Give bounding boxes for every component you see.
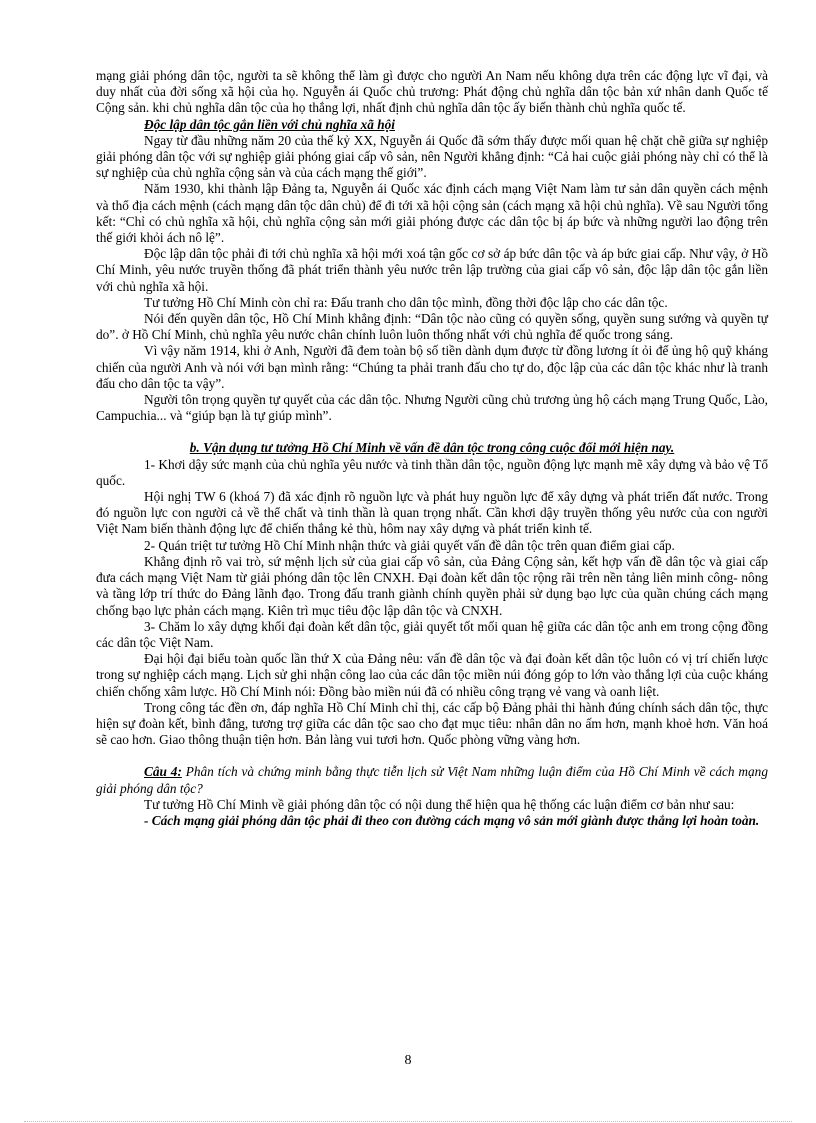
- paragraph: Hội nghị TW 6 (khoá 7) đã xác định rõ nguồn lực và phát huy nguồn lực để xây dựng và phát triển đất nước. Trong đó nguồn lực con người cả về thể chất và tinh thần là quan trọng nhất. Cần khơi dậy truyền thống yêu nước của con người Việt Nam biến thành động lực để chiến thắng kẻ thù, hôm nay xây dựng và phát triển kinh tế.: [96, 489, 768, 537]
- question-4: [96, 764, 768, 796]
- paragraph: Nói đến quyền dân tộc, Hồ Chí Minh khẳng định: “Dân tộc nào cũng có quyền sống, quyền sung sướng và quyền tự do”. ở Hồ Chí Minh, chủ nghĩa yêu nước chân chính luôn luôn thống nhất với chủ nghĩa đế quốc trong sáng.: [96, 311, 768, 343]
- paragraph: Tư tưởng Hồ Chí Minh còn chỉ ra: Đấu tranh cho dân tộc mình, đồng thời độc lập cho các dân tộc.: [144, 294, 668, 310]
- question-4-text: Phân tích và chứng minh bằng thực tiễn lịch sử Việt Nam những luận điểm của Hồ Chí Minh về cách mạng giải phóng dân tộc?: [96, 764, 768, 796]
- page-number: 8: [404, 1053, 412, 1068]
- document-body: [96, 68, 768, 829]
- question-4-label: Câu 4:: [144, 764, 182, 780]
- paragraph: 3- Chăm lo xây dựng khối đại đoàn kết dân tộc, giải quyết tốt mối quan hệ giữa các dân tộc anh em trong cộng đồng các dân tộc Việt Nam.: [96, 618, 768, 650]
- page-bottom-divider: [24, 1121, 792, 1122]
- paragraph-intro: mạng giải phóng dân tộc, người ta sẽ không thể làm gì được cho người An Nam nếu không dựa trên các động lực vĩ đại, và duy nhất của đời sống xã hội của họ. Nguyễn ái Quốc chủ trương: Phát động chủ nghĩa dân tộc bản xứ nhân danh Quốc tế Cộng sản. khi chủ nghĩa dân tộc của họ thắng lợi, nhất định chủ nghĩa dân tộc ấy biến thành chủ nghĩa quốc tế.: [96, 68, 768, 116]
- paragraph: Vì vậy năm 1914, khi ở Anh, Người đã đem toàn bộ số tiền dành dụm được từ đồng lương ít ỏi để ủng hộ quỹ kháng chiến của người Anh và nói với bạn mình rằng: “Chúng ta phải tranh đấu cho tự do, độc lập của các dân tộc khác như là tranh đấu cho dân tộc ta vậy”.: [96, 343, 768, 391]
- paragraph: Năm 1930, khi thành lập Đảng ta, Nguyễn ái Quốc xác định cách mạng Việt Nam làm tư sản dân quyền cách mệnh và thổ địa cách mệnh (cách mạng dân tộc dân chủ) để đi tới xã hội cộng sản (cách mạng xã hội chủ nghĩa). Về sau Người tổng kết: “Chỉ có chủ nghĩa xã hội, chủ nghĩa cộng sản mới giải phóng được các dân tộc bị áp bức và những người lao động trên thế giới khỏi ách nô lệ”.: [96, 181, 768, 246]
- paragraph: Tư tưởng Hồ Chí Minh về giải phóng dân tộc có nội dung thể hiện qua hệ thống các luận điểm cơ bản như sau:: [144, 796, 735, 812]
- paragraph: Độc lập dân tộc phải đi tới chủ nghĩa xã hội mới xoá tận gốc cơ sở áp bức dân tộc và áp bức giai cấp. Như vậy, ở Hồ Chí Minh, yêu nước truyền thống đã phát triển thành yêu nước trên lập trường của giai cấp vô sản, độc lập dân tộc gắn liền với chủ nghĩa xã hội.: [96, 246, 768, 294]
- section-b-heading: b. Vận dụng tư tưởng Hồ Chí Minh về vấn đề dân tộc trong công cuộc đổi mới hiện nay.: [189, 440, 675, 456]
- paragraph: 2- Quán triệt tư tưởng Hồ Chí Minh nhận thức và giải quyết vấn đề dân tộc trên quan điểm giai cấp.: [144, 537, 675, 553]
- paragraph: Đại hội đại biểu toàn quốc lần thứ X của Đảng nêu: vấn đề dân tộc và đại đoàn kết dân tộc luôn có vị trí chiến lược trong sự nghiệp cách mạng. Lịch sử ghi nhận công lao của các dân tộc miền núi đóng góp to lớn vào thắng lợi của cuộc kháng chiến chống xâm lược. Hồ Chí Minh nói: Đồng bào miền núi đã có nhiều công trạng vẻ vang và oanh liệt.: [96, 651, 768, 699]
- paragraph: Ngay từ đầu những năm 20 của thế kỷ XX, Nguyễn ái Quốc đã sớm thấy được mối quan hệ chặt chẽ giữa sự nghiệp giải phóng dân tộc với sự nghiệp giải phóng giai cấp vô sản, nên Người khẳng định: “Cả hai cuộc giải phóng này chỉ có thể là sự nghiệp của chủ nghĩa cộng sản và của cách mạng thế giới”.: [96, 132, 768, 181]
- subheading-independence-socialism: Độc lập dân tộc gắn liền với chủ nghĩa xã hội: [144, 116, 395, 132]
- thesis-statement: - Cách mạng giải phóng dân tộc phải đi theo con đường cách mạng vô sản mới giành được thắng lợi hoàn toàn.: [144, 812, 760, 828]
- paragraph: Khẳng định rõ vai trò, sứ mệnh lịch sử của giai cấp vô sản, của Đảng Cộng sản, kết hợp vấn đề dân tộc và giai cấp đưa cách mạng Việt Nam từ giải phóng dân tộc lên CNXH. Đại đoàn kết dân tộc rộng rãi trên nền tảng liên minh công- nông và tầng lớp trí thức do Đảng lãnh đạo. Trong đấu tranh giành chính quyền phải sử dụng bạo lực của quần chúng cách mạng chống bạo lực phản cách mạng. Kiên trì mục tiêu độc lập dân tộc và CNXH.: [96, 553, 768, 618]
- paragraph: Trong công tác đền ơn, đáp nghĩa Hồ Chí Minh chỉ thị, các cấp bộ Đảng phải thi hành đúng chính sách dân tộc, thực hiện sự đoàn kết, bình đẳng, tương trợ giữa các dân tộc sao cho đạt mục tiêu: nhân dân no ấm hơn, mạnh khoẻ hơn. Văn hoá sẽ cao hơn. Giao thông thuận tiện hơn. Bản làng vui tươi hơn. Quốc phòng vững vàng hơn.: [96, 699, 768, 748]
- paragraph: 1- Khơi dậy sức mạnh của chủ nghĩa yêu nước và tinh thần dân tộc, nguồn động lực mạnh mẽ xây dựng và bảo vệ Tổ quốc.: [96, 456, 768, 488]
- paragraph: Người tôn trọng quyền tự quyết của các dân tộc. Nhưng Người cũng chủ trương ủng hộ cách mạng Trung Quốc, Lào, Campuchia... và “giúp bạn là tự giúp mình”.: [96, 392, 768, 424]
